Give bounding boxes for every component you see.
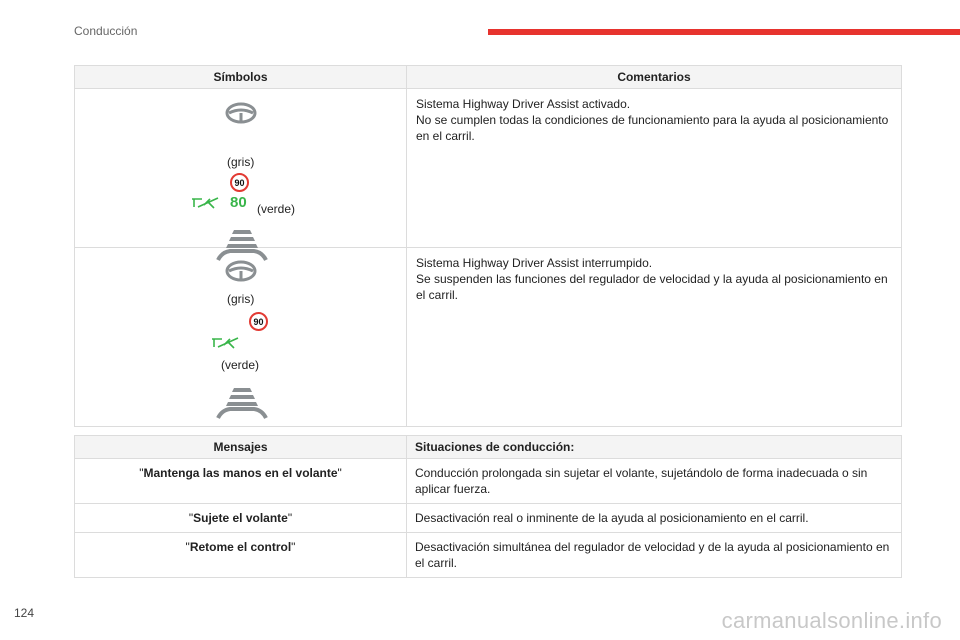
green-label: (verde) xyxy=(221,358,260,372)
message-cell: "Retome el control" xyxy=(75,533,407,578)
table-row xyxy=(75,89,902,248)
green-label: (verde) xyxy=(257,202,296,216)
speed-limit-sign-icon: 90 xyxy=(249,312,268,331)
symbols-cell xyxy=(75,248,407,427)
table-header-row xyxy=(75,66,902,89)
steering-wheel-icon xyxy=(224,260,258,282)
cruise-control-icon xyxy=(190,196,220,210)
message-text: Mantenga las manos en el volante xyxy=(143,466,338,480)
message-text: Retome el control xyxy=(189,540,292,554)
page-number: 124 xyxy=(14,606,35,620)
column-header-comments: Comentarios xyxy=(407,66,902,89)
comment-line: Sistema Highway Driver Assist interrumpido. xyxy=(416,256,653,270)
steering-wheel-icon xyxy=(224,102,258,124)
message-cell: "Mantenga las manos en el volante" xyxy=(75,459,407,504)
table-row xyxy=(75,533,902,578)
cruise-control-icon xyxy=(210,336,240,350)
set-speed-value: 80 xyxy=(230,194,247,211)
section-title: Conducción xyxy=(74,24,138,38)
comments-cell xyxy=(407,89,902,248)
speed-limit-sign-icon: 90 xyxy=(230,173,249,192)
table-header-row xyxy=(75,436,902,459)
gray-label: (gris) xyxy=(227,292,255,306)
gray-label: (gris) xyxy=(227,155,255,169)
message-cell: "Sujete el volante" xyxy=(75,504,407,533)
messages-table xyxy=(74,435,902,578)
column-header-symbols: Símbolos xyxy=(75,66,407,89)
comment-line: No se cumplen todas la condiciones de funcionamiento para la ayuda al posicionamiento en el carril. xyxy=(416,113,889,143)
comment-line: Se suspenden las funciones del regulador de velocidad y la ayuda al posicionamiento en el carril. xyxy=(416,272,888,302)
comments-cell xyxy=(407,248,902,427)
watermark: carmanualsonline.info xyxy=(721,608,942,633)
table-row xyxy=(75,459,902,504)
header-accent-bar xyxy=(488,29,960,35)
symbols-table xyxy=(74,65,902,427)
table-row xyxy=(75,504,902,533)
symbols-cell xyxy=(75,89,407,248)
column-header-messages: Mensajes xyxy=(75,436,407,459)
situation-cell: Desactivación real o inminente de la ayuda al posicionamiento en el carril. xyxy=(407,504,902,533)
situation-cell: Conducción prolongada sin sujetar el volante, sujetándolo de forma inadecuada o sin aplicar fuerza. xyxy=(407,459,902,504)
column-header-situations: Situaciones de conducción: xyxy=(407,436,902,459)
situation-cell: Desactivación simultánea del regulador de velocidad y de la ayuda al posicionamiento en el carril. xyxy=(407,533,902,578)
lane-assist-icon xyxy=(216,388,268,420)
table-row xyxy=(75,248,902,427)
message-text: Sujete el volante xyxy=(193,511,288,525)
comment-line: Sistema Highway Driver Assist activado. xyxy=(416,97,631,111)
